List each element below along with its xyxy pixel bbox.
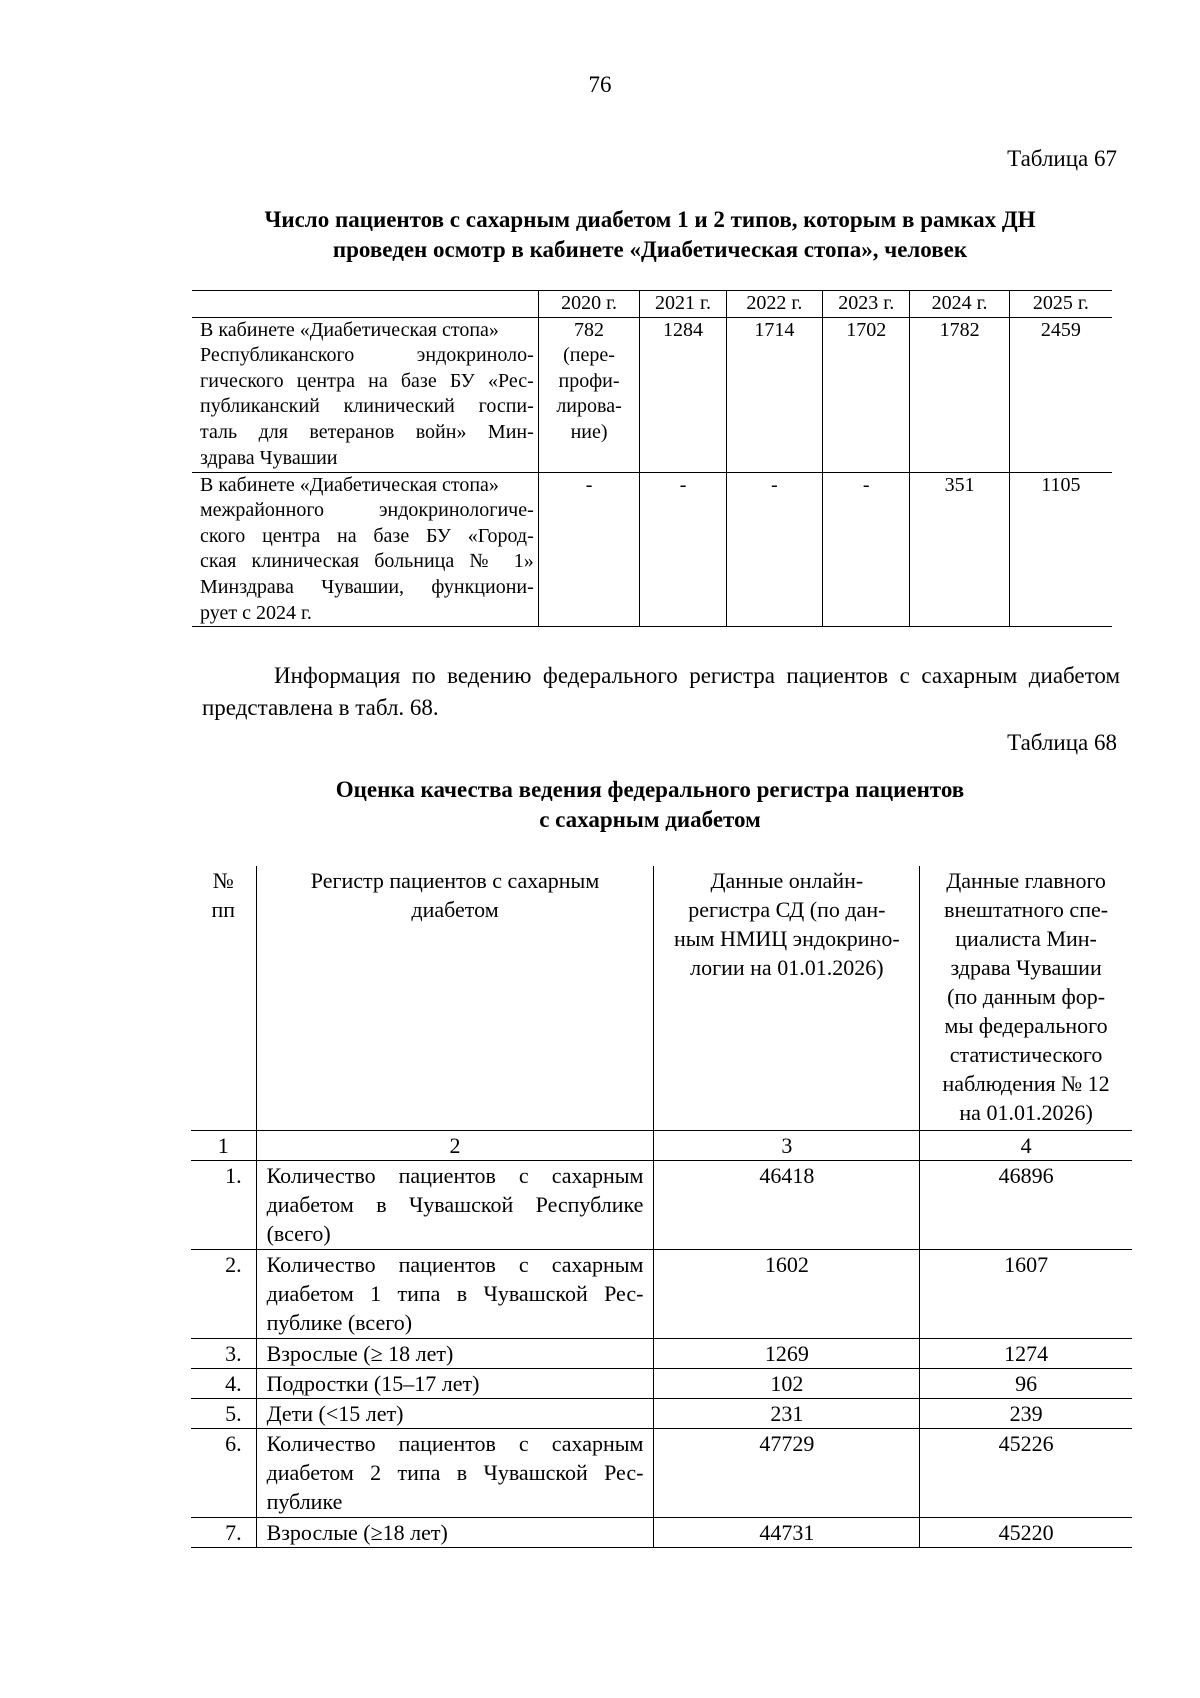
header-cell-2022: 2022 г.	[726, 291, 822, 318]
table-row	[192, 317, 1112, 472]
row-label-line: таль для ветеранов войн» Мин-	[200, 420, 534, 443]
header-line: Данные онлайн-	[710, 868, 864, 893]
cell-2023: -	[823, 472, 910, 627]
cell-chief: 45220	[920, 1518, 1132, 1548]
row-label: Подростки (15–17 лет)	[256, 1369, 654, 1399]
row-label-line: Количество пациентов с сахарным	[266, 1252, 644, 1277]
row-label	[256, 1250, 654, 1339]
row-number: 2.	[191, 1250, 256, 1339]
cell-2023: 1702	[823, 317, 910, 472]
table-row	[191, 1250, 1132, 1339]
row-label-line: (всего)	[266, 1221, 331, 1246]
table68-title	[190, 775, 1110, 835]
header-line: внештатного спе-	[944, 897, 1109, 922]
row-label: Взрослые (≥18 лет)	[256, 1518, 654, 1548]
row-number: 6.	[191, 1429, 256, 1518]
row-label-line: В кабинете «Диабетическая стопа»	[200, 473, 499, 496]
row-number: 3.	[191, 1339, 256, 1369]
header-line: на 01.01.2026)	[959, 1100, 1093, 1125]
header-line: Регистр пациентов с сахарным	[310, 868, 600, 893]
header-line: наблюдения № 12	[942, 1071, 1110, 1096]
header-cell-online-register	[654, 866, 920, 1131]
header-line: мы федерального	[944, 1013, 1108, 1038]
header-cell-2020: 2020 г.	[538, 291, 640, 318]
cell-2021: -	[640, 472, 726, 627]
table-row	[191, 1399, 1132, 1429]
header-line: циалиста Мин-	[955, 926, 1097, 951]
column-number: 1	[191, 1131, 256, 1161]
row-number: 5.	[191, 1399, 256, 1429]
cell-2025: 1105	[1009, 472, 1112, 627]
header-line: статистического	[949, 1042, 1103, 1067]
row-label-line: диабетом в Чувашской Республике	[266, 1192, 644, 1217]
row-label	[256, 1429, 654, 1518]
body-paragraph: Информация по ведению федерального регистра пациентов с сахарным диабетом представлена в табл. 68.	[202, 663, 1120, 720]
cell-chief: 239	[920, 1399, 1132, 1429]
table68-header-row	[191, 866, 1132, 1131]
header-cell-2025: 2025 г.	[1009, 291, 1112, 318]
cell-online: 46418	[654, 1161, 920, 1250]
row-number: 1.	[191, 1161, 256, 1250]
row-label-line: диабетом 1 типа в Чувашской Рес-	[266, 1281, 644, 1306]
cell-online: 102	[654, 1369, 920, 1399]
row-label-line: Количество пациентов с сахарным	[266, 1163, 644, 1188]
column-number: 2	[256, 1131, 654, 1161]
cell-chief: 45226	[920, 1429, 1132, 1518]
table67-label: Таблица 67	[1007, 146, 1117, 171]
row-label-line: ская клиническая больница № 1»	[200, 550, 534, 573]
cell-line: ние)	[570, 420, 608, 443]
header-line: ным НМИЦ эндокрино-	[673, 926, 900, 951]
cell-2021: 1284	[640, 317, 726, 472]
row-number: 4.	[191, 1369, 256, 1399]
row-label-line: Минздрава Чувашии, функциони-	[200, 575, 534, 598]
header-cell-chief-specialist	[920, 866, 1132, 1131]
table-row	[192, 472, 1112, 627]
table-row	[191, 1339, 1132, 1369]
table68	[191, 866, 1132, 1548]
cell-line: 782	[574, 318, 605, 341]
table68-title-line: с сахарным диабетом	[539, 807, 761, 832]
header-line: диабетом	[411, 897, 499, 922]
header-cell-number	[191, 866, 256, 1131]
cell-chief: 96	[920, 1369, 1132, 1399]
cell-online: 47729	[654, 1429, 920, 1518]
row-label-line: публиканский клинический госпи-	[200, 395, 534, 418]
table67-title-line: проведен осмотр в кабинете «Диабетическая стопа», человек	[332, 237, 968, 262]
header-line: (по данным фор-	[947, 984, 1106, 1009]
header-line: здрава Чувашии	[950, 955, 1102, 980]
row-label-line: ского центра на базе БУ «Город-	[200, 524, 534, 547]
row-label-line: публике	[266, 1489, 343, 1514]
table67-title	[190, 205, 1110, 265]
cell-online: 44731	[654, 1518, 920, 1548]
table-row	[191, 1429, 1132, 1518]
row-number: 7.	[191, 1518, 256, 1548]
table68-title-line: Оценка качества ведения федерального регистра пациентов	[335, 777, 965, 802]
header-line: Данные главного	[946, 868, 1106, 893]
row-label-line: В кабинете «Диабетическая стопа»	[200, 318, 499, 341]
header-line: №	[212, 868, 234, 893]
cell-2022: 1714	[726, 317, 822, 472]
cell-2024: 351	[910, 472, 1009, 627]
cell-2024: 1782	[910, 317, 1009, 472]
row-label-line: рует с 2024 г.	[200, 601, 312, 624]
row-label: Дети (<15 лет)	[256, 1399, 654, 1429]
row-label	[192, 317, 538, 472]
header-line: регистра СД (по дан-	[688, 897, 886, 922]
header-line: логии на 01.01.2026)	[690, 955, 884, 980]
column-number: 4	[920, 1131, 1132, 1161]
row-label-line: диабетом 2 типа в Чувашской Рес-	[266, 1460, 644, 1485]
cell-chief: 46896	[920, 1161, 1132, 1250]
row-label: Взрослые (≥ 18 лет)	[256, 1339, 654, 1369]
header-cell-2024: 2024 г.	[910, 291, 1009, 318]
row-label-line: публике (всего)	[266, 1310, 413, 1335]
table-row	[191, 1518, 1132, 1548]
cell-chief: 1607	[920, 1250, 1132, 1339]
column-number: 3	[654, 1131, 920, 1161]
row-label-line: гического центра на базе БУ «Рес-	[200, 369, 534, 392]
table67-header-row	[192, 291, 1112, 318]
table-row	[191, 1369, 1132, 1399]
cell-online: 231	[654, 1399, 920, 1429]
header-cell-2023: 2023 г.	[823, 291, 910, 318]
table-row	[191, 1161, 1132, 1250]
cell-line: (пере-	[563, 344, 615, 367]
row-label	[256, 1161, 654, 1250]
header-cell-2021: 2021 г.	[640, 291, 726, 318]
row-label-line: здрава Чувашии	[200, 446, 338, 469]
cell-2022: -	[726, 472, 822, 627]
table68-label: Таблица 68	[1007, 730, 1117, 755]
row-label-line: Республиканского эндокриноло-	[200, 344, 534, 367]
header-line: пп	[211, 897, 236, 922]
header-cell-register	[256, 866, 654, 1131]
table68-column-numbers-row	[191, 1131, 1132, 1161]
cell-online: 1602	[654, 1250, 920, 1339]
row-label-line: межрайонного эндокринологиче-	[200, 499, 534, 522]
row-label-line: Количество пациентов с сахарным	[266, 1431, 644, 1456]
cell-2020: -	[538, 472, 640, 627]
cell-chief: 1274	[920, 1339, 1132, 1369]
cell-2020	[538, 317, 640, 472]
table67-title-line: Число пациентов с сахарным диабетом 1 и 2 типов, которым в рамках ДН	[264, 207, 1036, 232]
row-label	[192, 472, 538, 627]
cell-line: лирова-	[556, 395, 622, 418]
cell-online: 1269	[654, 1339, 920, 1369]
cell-line: профи-	[558, 369, 620, 392]
page-number: 76	[588, 72, 612, 97]
table67	[192, 290, 1112, 627]
header-cell	[192, 291, 538, 318]
cell-2025: 2459	[1009, 317, 1112, 472]
